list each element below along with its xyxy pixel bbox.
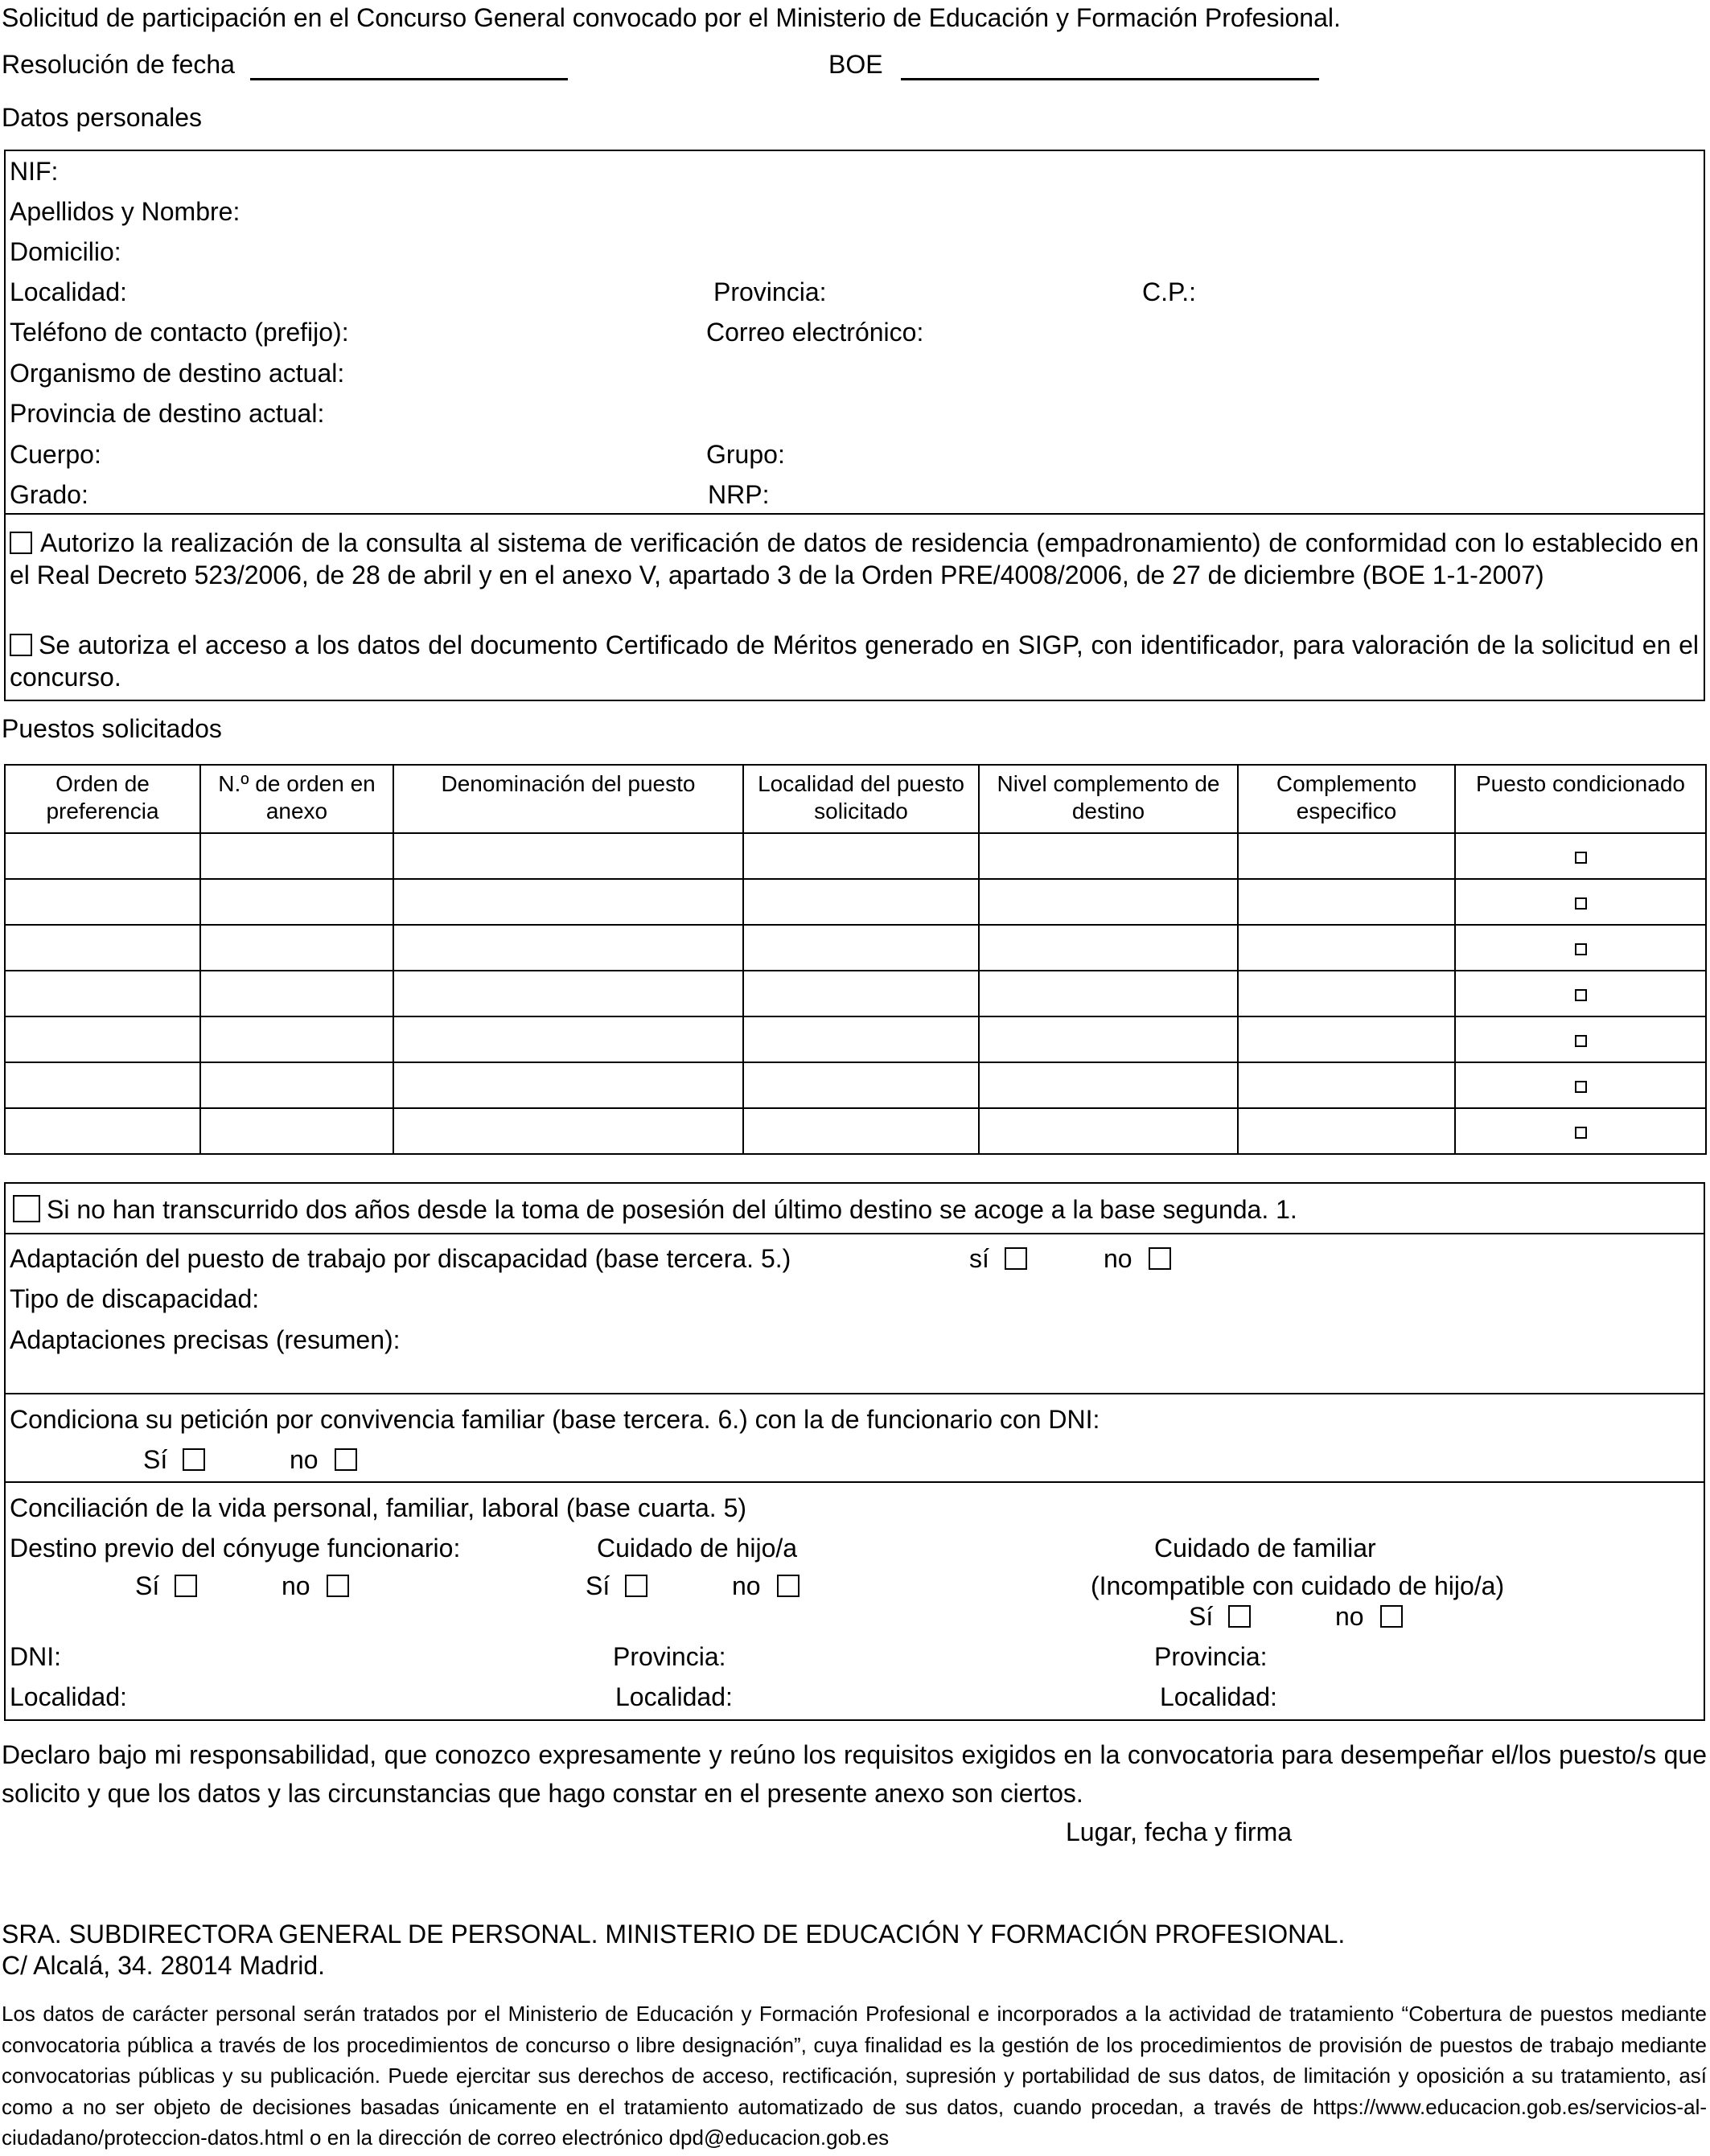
autorizo-text: Autorizo la realización de la consulta al sistema de verificación de datos de residencia (empadronamiento) de conformidad con lo establecido en el Real Decreto 523/2006, de 28 de abril y en el anexo V, apartado 3 de la Orden PRE/4008/2006, de 27 de diciembre (BOE 1-1-2007) [10, 528, 1699, 589]
document-title: Solicitud de participación en el Concurso General convocado por el Ministerio de Educación y Formación Profesional. [2, 3, 1341, 32]
table-cell[interactable] [5, 879, 200, 925]
condiciona-no [290, 1443, 357, 1476]
destino-previo-no [282, 1570, 349, 1602]
table-cell[interactable] [979, 1016, 1238, 1062]
table-cell[interactable] [393, 879, 743, 925]
sigp-text: Se autoriza el acceso a los datos del documento Certificado de Méritos generado en SIGP, con identificador, para valoración de la solicitud en el concurso. [10, 630, 1699, 692]
familiar-provincia-label: Provincia: [1154, 1642, 1268, 1671]
condicionado-cell [1455, 971, 1706, 1016]
condicionado-checkbox[interactable] [1575, 897, 1587, 910]
table-cell[interactable] [200, 925, 393, 971]
resolucion-row [2, 48, 568, 80]
table-cell[interactable] [5, 1016, 200, 1062]
condicionado-checkbox[interactable] [1575, 943, 1587, 955]
table-cell[interactable] [393, 1016, 743, 1062]
declaracion-text: Declaro bajo mi responsabilidad, que conozco expresamente y reúno los requisitos exigidos en la convocatoria para desempeñar el/los puesto/s que solicito y que los datos y las circunstancias que hago constar en el presente anexo son ciertos. [2, 1740, 1707, 1808]
cuidado-familiar-si [1189, 1600, 1251, 1632]
table-cell[interactable] [743, 971, 979, 1016]
proteccion-datos-text: Los datos de carácter personal serán tratados por el Ministerio de Educación y Formación Profesional e incorporados a la actividad de tratamiento “Cobertura de puestos mediante convocatoria pública a través de los procedimientos de concurso o libre designación”, cuya finalidad es la gestión de los procedimientos de provisión de puestos de trabajo mediante convocatorias públicas y su publicación. Puede ejercitar sus derechos de acceso, rectificación, supresión y portabilidad de sus datos, de limitación y oposición a su tratamiento, así como a no ser objeto de decisiones basadas únicamente en el tratamiento automatizado de sus datos, cuando procedan, a través de https://www.educacion.gob.es/servicios-al-ciudadano/proteccion-datos.html o en la dirección de correo electrónico dpd@educacion.gob.es [2, 2002, 1707, 2150]
adaptacion-si [969, 1242, 1027, 1275]
table-cell[interactable] [743, 1062, 979, 1108]
table-cell[interactable] [979, 1062, 1238, 1108]
cuidado-familiar-no [1335, 1600, 1403, 1632]
condicionado-cell [1455, 833, 1706, 879]
table-cell[interactable] [979, 971, 1238, 1016]
boe-label: BOE [828, 50, 883, 79]
autorizo-block [10, 527, 1699, 591]
condicionado-cell [1455, 925, 1706, 971]
condicionado-cell [1455, 1016, 1706, 1062]
table-header-row [5, 765, 1706, 833]
conyuge-localidad-label: Localidad: [10, 1682, 127, 1711]
table-cell[interactable] [393, 1108, 743, 1154]
table-cell[interactable] [393, 833, 743, 879]
sigp-block [10, 629, 1699, 693]
table-cell[interactable] [5, 925, 200, 971]
grado-label: Grado: [10, 480, 88, 509]
condiciona-no-checkbox[interactable] [335, 1448, 357, 1471]
adaptacion-no [1104, 1242, 1171, 1275]
section-title-personal: Datos personales [2, 103, 203, 132]
localidad-label: Localidad: [10, 277, 127, 306]
cuidado-hijo-label: Cuidado de hijo/a [597, 1534, 798, 1563]
table-row [5, 833, 1706, 879]
table-row [5, 1108, 1706, 1154]
conciliacion-label: Conciliación de la vida personal, familiar, laboral (base cuarta. 5) [10, 1493, 747, 1522]
destino-previo-si-label: Sí [135, 1571, 160, 1600]
hijo-provincia-label: Provincia: [613, 1642, 726, 1671]
adaptacion-label: Adaptación del puesto de trabajo por discapacidad (base tercera. 5.) [10, 1244, 791, 1273]
destinatario-line-2: C/ Alcalá, 34. 28014 Madrid. [2, 1951, 326, 1980]
condicionado-checkbox[interactable] [1575, 989, 1587, 1001]
destino-previo-si-checkbox[interactable] [175, 1575, 197, 1597]
table-cell[interactable] [979, 879, 1238, 925]
table-row [5, 1016, 1706, 1062]
condicionado-cell [1455, 1108, 1706, 1154]
col-denominacion: Denominación del puesto [393, 765, 743, 833]
cuidado-familiar-si-label: Sí [1189, 1602, 1214, 1631]
table-cell[interactable] [743, 1108, 979, 1154]
resolucion-fecha-field[interactable] [250, 51, 568, 80]
table-cell[interactable] [1238, 1062, 1455, 1108]
cuidado-familiar-no-label: no [1335, 1602, 1364, 1631]
dos-anos-text: Si no han transcurrido dos años desde la toma de posesión del último destino se acoge a la base segunda. 1. [47, 1195, 1297, 1224]
hijo-localidad-label: Localidad: [615, 1682, 733, 1711]
destino-previo-si [135, 1570, 197, 1602]
boe-row [828, 48, 1319, 80]
tipo-discapacidad-label: Tipo de discapacidad: [10, 1284, 260, 1313]
correo-label: Correo electrónico: [706, 318, 924, 347]
nrp-label: NRP: [708, 480, 770, 509]
divider [4, 1393, 1705, 1394]
adaptacion-no-checkbox[interactable] [1149, 1247, 1171, 1270]
table-cell[interactable] [200, 1108, 393, 1154]
table-cell[interactable] [5, 1062, 200, 1108]
grupo-label: Grupo: [706, 440, 785, 469]
section-title-puestos: Puestos solicitados [2, 714, 222, 743]
table-cell[interactable] [1238, 925, 1455, 971]
table-row [5, 1062, 1706, 1108]
cuidado-familiar-si-checkbox[interactable] [1228, 1605, 1251, 1628]
condiciona-label: Condiciona su petición por convivencia familiar (base tercera. 6.) con la de funcionario con DNI: [10, 1405, 1100, 1434]
table-row [5, 971, 1706, 1016]
table-cell[interactable] [200, 879, 393, 925]
table-cell[interactable] [1238, 971, 1455, 1016]
condiciona-no-label: no [290, 1445, 319, 1474]
organismo-label: Organismo de destino actual: [10, 359, 345, 388]
table-cell[interactable] [200, 1016, 393, 1062]
sigp-checkbox[interactable] [10, 634, 32, 656]
condiciona-si-label: Sí [143, 1445, 168, 1474]
table-cell[interactable] [979, 925, 1238, 971]
table-cell[interactable] [393, 925, 743, 971]
cuidado-hijo-si-checkbox[interactable] [625, 1575, 647, 1597]
condicionado-cell [1455, 879, 1706, 925]
condiciona-si-checkbox[interactable] [183, 1448, 205, 1471]
table-cell[interactable] [393, 971, 743, 1016]
lugar-fecha-firma: Lugar, fecha y firma [1066, 1817, 1293, 1846]
col-condicionado: Puesto condicionado [1455, 765, 1706, 833]
dos-anos-row [13, 1193, 1297, 1226]
condicionado-checkbox[interactable] [1575, 1127, 1587, 1139]
divider [4, 513, 1705, 515]
table-cell[interactable] [5, 1108, 200, 1154]
dos-anos-checkbox[interactable] [13, 1195, 40, 1222]
divider [4, 1481, 1705, 1483]
cuidado-hijo-si [586, 1570, 647, 1602]
cuidado-familiar-no-checkbox[interactable] [1380, 1605, 1403, 1628]
table-cell[interactable] [1238, 1108, 1455, 1154]
table-row [5, 925, 1706, 971]
boe-field[interactable] [901, 51, 1319, 80]
cp-label: C.P.: [1142, 277, 1196, 306]
condicionado-checkbox[interactable] [1575, 1081, 1587, 1093]
col-nivel: Nivel complemento de destino [979, 765, 1238, 833]
table-cell[interactable] [979, 833, 1238, 879]
cuidado-hijo-no [732, 1570, 800, 1602]
cuidado-hijo-si-label: Sí [586, 1571, 610, 1600]
nif-label: NIF: [10, 157, 59, 186]
adaptacion-si-checkbox[interactable] [1005, 1247, 1027, 1270]
condiciona-si [143, 1443, 205, 1476]
dni-label: DNI: [10, 1642, 61, 1671]
telefono-label: Teléfono de contacto (prefijo): [10, 318, 349, 347]
condicionado-cell [1455, 1062, 1706, 1108]
table-row [5, 879, 1706, 925]
table-cell[interactable] [1238, 879, 1455, 925]
table-cell[interactable] [1238, 833, 1455, 879]
incompatible-note: (Incompatible con cuidado de hijo/a) [1091, 1571, 1505, 1600]
table-cell[interactable] [200, 833, 393, 879]
table-cell[interactable] [200, 1062, 393, 1108]
table-cell[interactable] [5, 971, 200, 1016]
col-orden-anexo: N.º de orden en anexo [200, 765, 393, 833]
table-cell[interactable] [200, 971, 393, 1016]
cuidado-hijo-no-label: no [732, 1571, 761, 1600]
table-cell[interactable] [1238, 1016, 1455, 1062]
provincia-destino-label: Provincia de destino actual: [10, 399, 325, 428]
table-cell[interactable] [743, 833, 979, 879]
table-cell[interactable] [5, 833, 200, 879]
autorizo-checkbox[interactable] [10, 532, 32, 554]
cuerpo-label: Cuerpo: [10, 440, 101, 469]
destino-previo-no-label: no [282, 1571, 310, 1600]
adaptaciones-label: Adaptaciones precisas (resumen): [10, 1325, 401, 1354]
table-cell[interactable] [743, 1016, 979, 1062]
destino-previo-label: Destino previo del cónyuge funcionario: [10, 1534, 461, 1563]
condicionado-checkbox[interactable] [1575, 852, 1587, 864]
table-cell[interactable] [743, 879, 979, 925]
table-cell[interactable] [393, 1062, 743, 1108]
resolucion-label: Resolución de fecha [2, 50, 235, 79]
table-cell[interactable] [743, 925, 979, 971]
cuidado-hijo-no-checkbox[interactable] [777, 1575, 800, 1597]
col-orden-preferencia: Orden de preferencia [5, 765, 200, 833]
condicionado-checkbox[interactable] [1575, 1035, 1587, 1047]
puestos-table [4, 764, 1707, 1155]
adaptacion-si-label: sí [969, 1244, 989, 1273]
domicilio-label: Domicilio: [10, 237, 121, 266]
familiar-localidad-label: Localidad: [1160, 1682, 1277, 1711]
table-cell[interactable] [979, 1108, 1238, 1154]
apellidos-label: Apellidos y Nombre: [10, 197, 240, 226]
destinatario-line-1: SRA. SUBDIRECTORA GENERAL DE PERSONAL. MINISTERIO DE EDUCACIÓN Y FORMACIÓN PROFESIONAL. [2, 1920, 1346, 1949]
provincia-label: Provincia: [713, 277, 827, 306]
adaptacion-no-label: no [1104, 1244, 1132, 1273]
col-localidad: Localidad del puesto solicitado [743, 765, 979, 833]
cuidado-familiar-label: Cuidado de familiar [1154, 1534, 1376, 1563]
destino-previo-no-checkbox[interactable] [327, 1575, 349, 1597]
divider [4, 1233, 1705, 1234]
col-complemento: Complemento especifico [1238, 765, 1455, 833]
